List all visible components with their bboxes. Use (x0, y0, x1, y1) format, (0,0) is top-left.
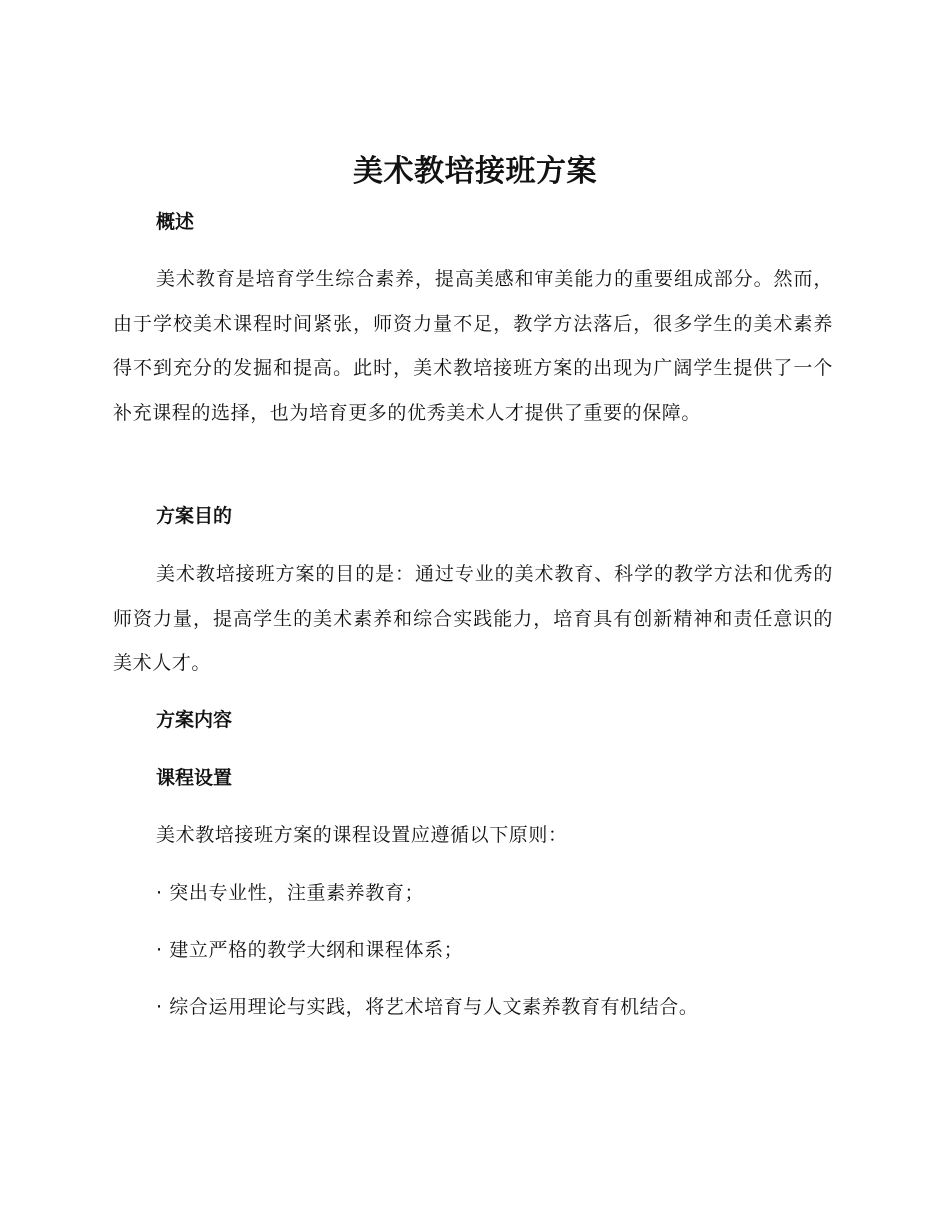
section-heading-content: 方案内容 (156, 709, 233, 731)
section-heading-curriculum: 课程设置 (156, 767, 233, 789)
overview-paragraph: 美术教育是培育学生综合素养，提高美感和审美能力的重要组成部分。然而，由于学校美术课程时间紧张，师资力量不足，教学方法落后，很多学生的美术素养得不到充分的发掘和提高。此时，美术教培接班方案的出现为广阔学生提供了一个补充课程的选择，也为培育更多的优秀美术人才提供了重要的保障。 (113, 268, 833, 424)
curriculum-bullet: · 突出专业性，注重素养教育； (156, 882, 425, 904)
curriculum-bullet: · 建立严格的教学大纲和课程体系； (156, 939, 464, 961)
curriculum-bullet: · 综合运用理论与实践，将艺术培育与人文素养教育有机结合。 (156, 996, 699, 1018)
curriculum-intro: 美术教培接班方案的课程设置应遵循以下原则： (156, 824, 568, 846)
section-heading-purpose: 方案目的 (156, 505, 233, 527)
document-title: 美术教培接班方案 (353, 154, 597, 189)
section-heading-overview: 概述 (156, 211, 195, 233)
purpose-paragraph: 美术教培接班方案的目的是：通过专业的美术教育、科学的教学方法和优秀的师资力量，提高学生的美术素养和综合实践能力，培育具有创新精神和责任意识的美术人才。 (113, 563, 833, 674)
